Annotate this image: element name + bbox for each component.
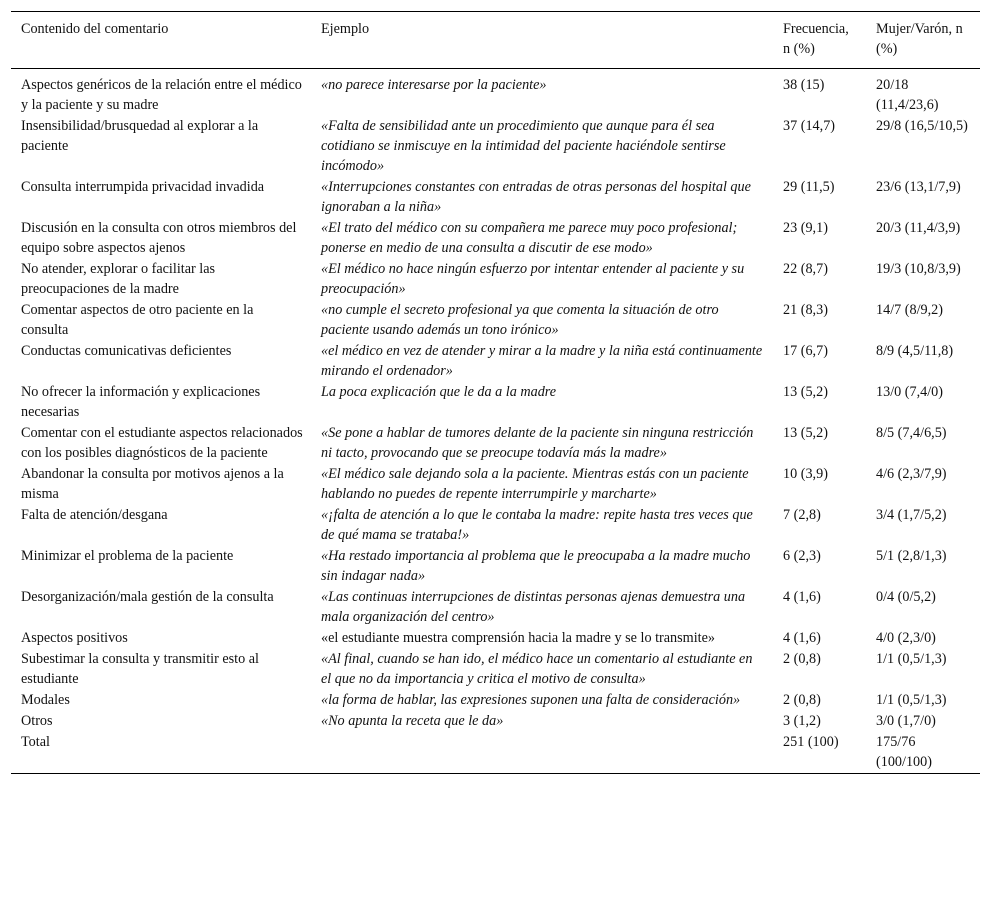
female-male-value: 29/8 (16,5/10,5): [876, 118, 968, 134]
table-row: [11, 116, 980, 177]
female-male-value: 4/6 (2,3/7,9): [876, 466, 947, 482]
frequency-value: 37 (14,7): [783, 118, 836, 134]
table-row: [11, 382, 980, 423]
comments-table: [11, 11, 980, 774]
comment-example: «Se pone a hablar de tumores delante de la paciente sin ninguna restricción ni tacto, provocando que se preocupe todavía más la madre»: [321, 425, 754, 461]
female-male-value: 8/9 (4,5/11,8): [876, 343, 954, 359]
frequency-value: 4 (1,6): [783, 589, 821, 605]
comment-content: Desorganización/mala gestión de la consulta: [21, 589, 274, 605]
comment-content: Comentar aspectos de otro paciente en la consulta: [21, 302, 254, 338]
frequency-value: 29 (11,5): [783, 179, 835, 195]
frequency-value: 38 (15): [783, 77, 825, 93]
comment-example: «El médico no hace ningún esfuerzo por intentar entender al paciente y su preocupación»: [321, 261, 745, 297]
frequency-value: 13 (5,2): [783, 384, 828, 400]
frequency-value: 13 (5,2): [783, 425, 828, 441]
comment-example: «Interrupciones constantes con entradas de otras personas del hospital que ignoraban a la niña»: [321, 179, 751, 215]
table-row: [11, 711, 980, 732]
table-header: [11, 12, 980, 69]
table-row: [11, 546, 980, 587]
total-frequency: 251 (100): [783, 734, 839, 750]
comment-example: «el médico en vez de atender y mirar a la madre y la niña está continuamente mirando el ordenador»: [321, 343, 763, 379]
frequency-value: 10 (3,9): [783, 466, 828, 482]
header-female-male: Mujer/Varón, n (%): [876, 21, 963, 57]
table-row: [11, 464, 980, 505]
comment-content: Consulta interrumpida privacidad invadida: [21, 179, 265, 195]
frequency-value: 23 (9,1): [783, 220, 828, 236]
comment-example: [311, 732, 773, 774]
table-body: [11, 69, 980, 774]
comment-content: No ofrecer la información y explicaciones necesarias: [21, 384, 261, 420]
frequency-value: 21 (8,3): [783, 302, 828, 318]
comment-content: Falta de atención/desgana: [21, 507, 168, 523]
comment-example: «¡falta de atención a lo que le contaba la madre: repite hasta tres veces que de qué mama se trataba!»: [321, 507, 753, 543]
comment-content: Subestimar la consulta y transmitir esto al estudiante: [21, 651, 259, 687]
total-female-male: 175/76 (100/100): [876, 734, 932, 770]
female-male-value: 8/5 (7,4/6,5): [876, 425, 947, 441]
comment-example: «el estudiante muestra comprensión hacia la madre y se lo transmite»: [321, 630, 715, 646]
table-row: [11, 177, 980, 218]
comment-example: «no cumple el secreto profesional ya que comenta la situación de otro paciente usando además un tono irónico»: [321, 302, 719, 338]
comment-example: «Al final, cuando se han ido, el médico hace un comentario al estudiante en el que no da importancia y critica el motivo de consulta»: [321, 651, 753, 687]
female-male-value: 3/4 (1,7/5,2): [876, 507, 947, 523]
comment-content: Comentar con el estudiante aspectos relacionados con los posibles diagnósticos de la paciente: [21, 425, 303, 461]
female-male-value: 1/1 (0,5/1,3): [876, 651, 947, 667]
comment-content: Modales: [21, 692, 70, 708]
table-row: [11, 218, 980, 259]
comment-example: «Falta de sensibilidad ante un procedimiento que aunque para él sea cotidiano se inmiscuye en la intimidad del paciente haciéndole sentirse incómodo»: [321, 118, 726, 174]
header-content: Contenido del comentario: [21, 21, 169, 37]
female-male-value: 5/1 (2,8/1,3): [876, 548, 947, 564]
comment-content: Discusión en la consulta con otros miembros del equipo sobre aspectos ajenos: [21, 220, 297, 256]
table-row: [11, 649, 980, 690]
frequency-value: 2 (0,8): [783, 651, 821, 667]
frequency-value: 17 (6,7): [783, 343, 828, 359]
comment-content: Conductas comunicativas deficientes: [21, 343, 232, 359]
comment-example: «no parece interesarse por la paciente»: [321, 77, 547, 93]
female-male-value: 3/0 (1,7/0): [876, 713, 936, 729]
comment-example: «Ha restado importancia al problema que le preocupaba a la madre mucho sin indagar nada»: [321, 548, 751, 584]
female-male-value: 14/7 (8/9,2): [876, 302, 943, 318]
total-row: [11, 732, 980, 774]
total-label: Total: [21, 734, 50, 750]
table-row: [11, 69, 980, 117]
frequency-value: 2 (0,8): [783, 692, 821, 708]
frequency-value: 7 (2,8): [783, 507, 821, 523]
female-male-value: 23/6 (13,1/7,9): [876, 179, 961, 195]
table-row: [11, 259, 980, 300]
table-row: [11, 690, 980, 711]
frequency-value: 3 (1,2): [783, 713, 821, 729]
comment-content: No atender, explorar o facilitar las preocupaciones de la madre: [21, 261, 216, 297]
table-row: [11, 505, 980, 546]
table-row: [11, 300, 980, 341]
female-male-value: 1/1 (0,5/1,3): [876, 692, 947, 708]
comment-example: La poca explicación que le da a la madre: [321, 384, 557, 400]
comment-content: Aspectos genéricos de la relación entre el médico y la paciente y su madre: [21, 77, 302, 113]
female-male-value: 4/0 (2,3/0): [876, 630, 936, 646]
header-example: Ejemplo: [321, 21, 370, 37]
comment-content: Otros: [21, 713, 53, 729]
comment-example: «El trato del médico con su compañera me parece muy poco profesional; ponerse en medio de una consulta a discutir de ese modo»: [321, 220, 738, 256]
comment-example: «El médico sale dejando sola a la paciente. Mientras estás con un paciente hablando no puedes de repente interrumpirle y marcharte»: [321, 466, 749, 502]
comment-content: Abandonar la consulta por motivos ajenos a la misma: [21, 466, 284, 502]
table-row: [11, 587, 980, 628]
frequency-value: 6 (2,3): [783, 548, 821, 564]
comment-example: «No apunta la receta que le da»: [321, 713, 504, 729]
female-male-value: 20/18 (11,4/23,6): [876, 77, 939, 113]
header-frequency: Frecuencia, n (%): [783, 21, 849, 57]
female-male-value: 13/0 (7,4/0): [876, 384, 943, 400]
comment-example: «la forma de hablar, las expresiones suponen una falta de consideración»: [321, 692, 741, 708]
female-male-value: 20/3 (11,4/3,9): [876, 220, 961, 236]
header-row: [11, 12, 980, 69]
female-male-value: 0/4 (0/5,2): [876, 589, 936, 605]
table-row: [11, 628, 980, 649]
table-row: [11, 423, 980, 464]
frequency-value: 4 (1,6): [783, 630, 821, 646]
frequency-value: 22 (8,7): [783, 261, 828, 277]
comment-content: Insensibilidad/brusquedad al explorar a la paciente: [21, 118, 259, 154]
comment-content: Minimizar el problema de la paciente: [21, 548, 234, 564]
female-male-value: 19/3 (10,8/3,9): [876, 261, 961, 277]
comment-content: Aspectos positivos: [21, 630, 128, 646]
comment-example: «Las continuas interrupciones de distintas personas ajenas demuestra una mala organización del centro»: [321, 589, 746, 625]
table-row: [11, 341, 980, 382]
